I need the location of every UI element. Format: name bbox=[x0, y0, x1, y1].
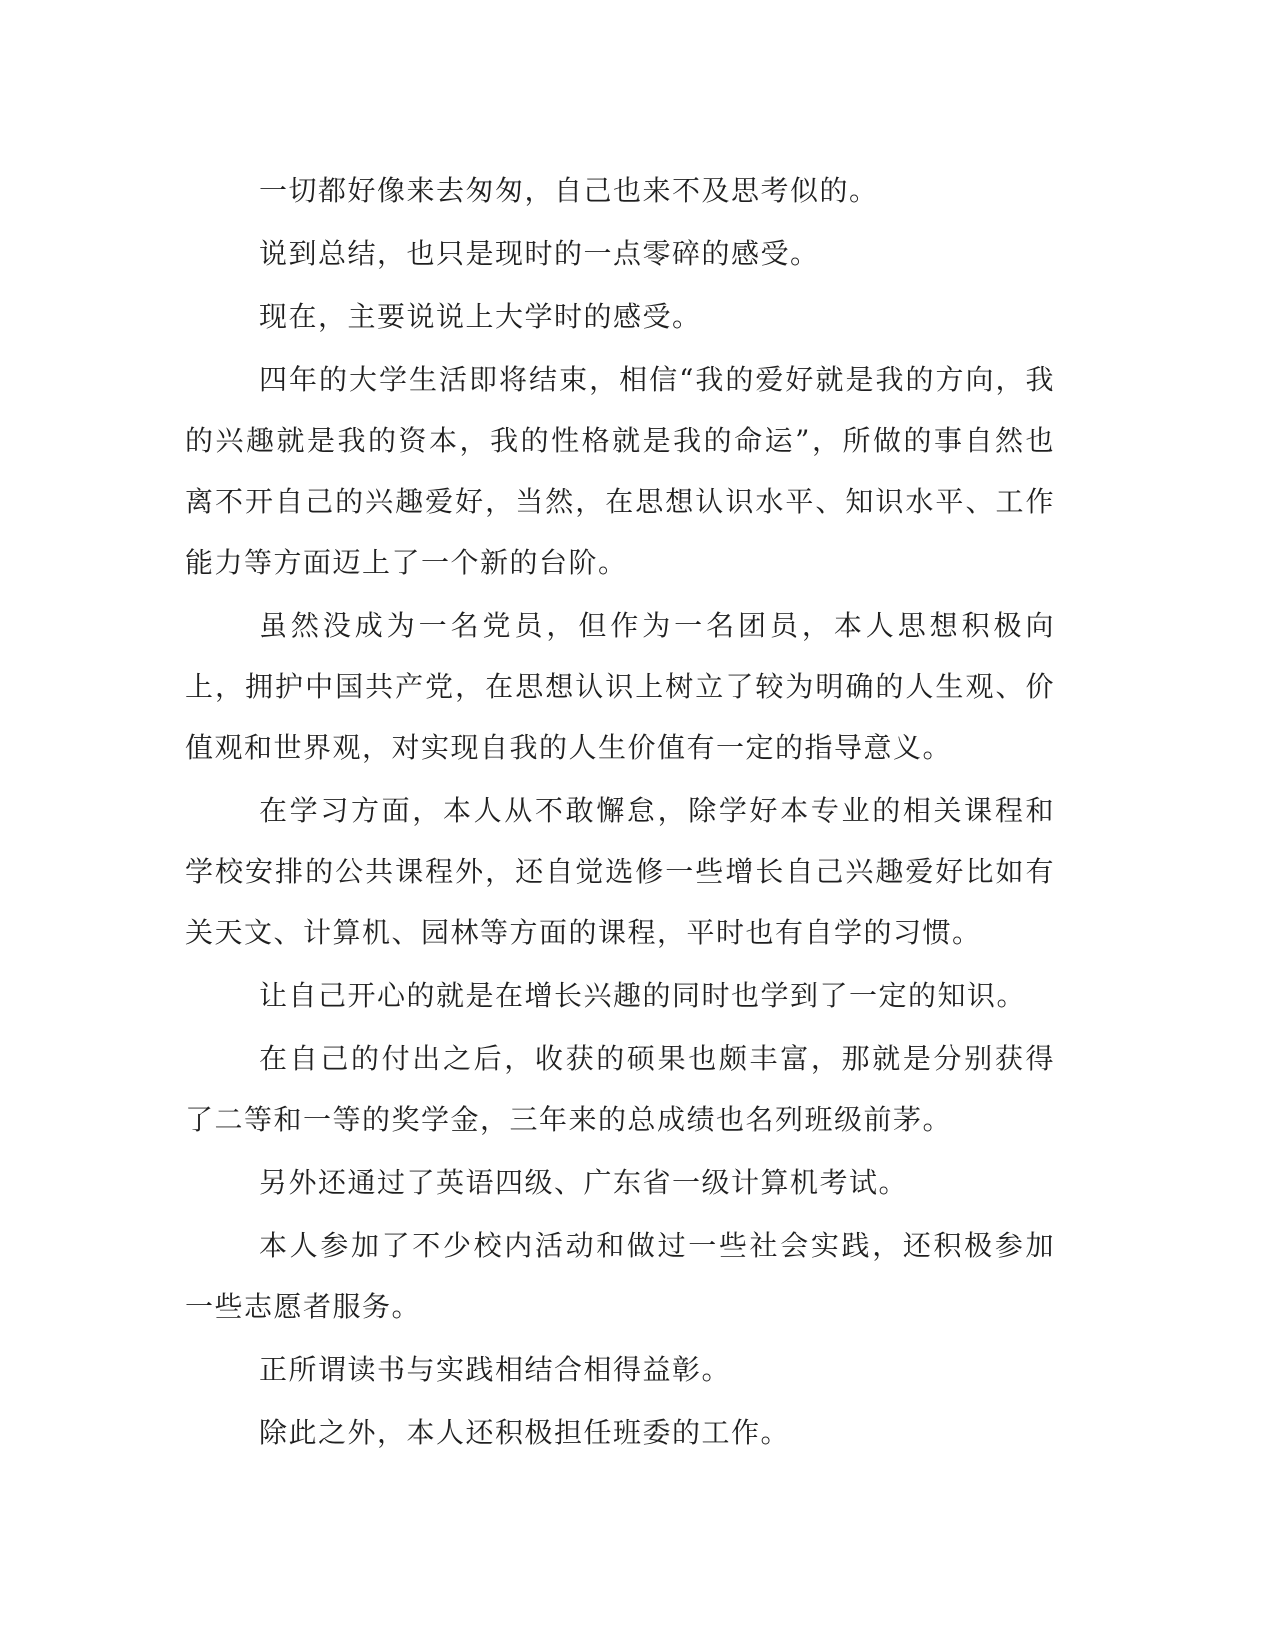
paragraph: 现在，主要说说上大学时的感受。 bbox=[259, 300, 702, 333]
paragraph: 在自己的付出之后，收获的硕果也颇丰富，那就是分别获得了二等和一等的奖学金，三年来的总成绩也名列班级前茅。 bbox=[185, 1042, 1055, 1136]
paragraph: 虽然没成为一名党员，但作为一名团员，本人思想积极向上，拥护中国共产党，在思想认识上树立了较为明确的人生观、价值观和世界观，对实现自我的人生价值有一定的指导意义。 bbox=[185, 609, 1055, 764]
paragraph: 本人参加了不少校内活动和做过一些社会实践，还积极参加一些志愿者服务。 bbox=[185, 1229, 1055, 1323]
paragraph: 在学习方面，本人从不敢懈怠，除学好本专业的相关课程和学校安排的公共课程外，还自觉选修一些增长自己兴趣爱好比如有关天文、计算机、园林等方面的课程，平时也有自学的习惯。 bbox=[185, 794, 1055, 949]
paragraph: 除此之外，本人还积极担任班委的工作。 bbox=[259, 1416, 791, 1449]
paragraph: 四年的大学生活即将结束，相信“我的爱好就是我的方向，我的兴趣就是我的资本，我的性格就是我的命运”，所做的事自然也离不开自己的兴趣爱好，当然，在思想认识水平、知识水平、工作能力等方面迈上了一个新的台阶。 bbox=[185, 363, 1055, 579]
paragraph: 正所谓读书与实践相结合相得益彰。 bbox=[259, 1353, 732, 1386]
paragraph: 让自己开心的就是在增长兴趣的同时也学到了一定的知识。 bbox=[259, 979, 1027, 1012]
paragraph: 另外还通过了英语四级、广东省一级计算机考试。 bbox=[259, 1166, 909, 1199]
paragraph: 说到总结，也只是现时的一点零碎的感受。 bbox=[259, 237, 820, 270]
paragraph: 一切都好像来去匆匆，自己也来不及思考似的。 bbox=[259, 174, 879, 207]
document-body bbox=[185, 160, 1055, 1465]
